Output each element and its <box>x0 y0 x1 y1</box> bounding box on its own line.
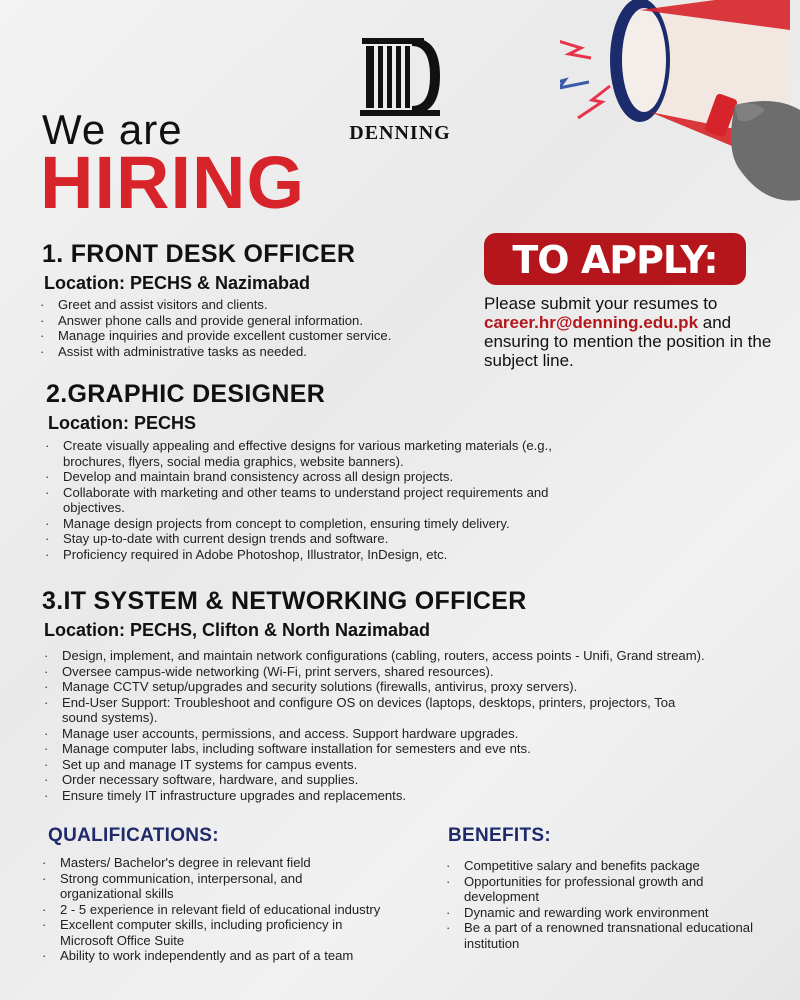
job-2-title <box>46 380 325 409</box>
list-item: · Strong communication, interpersonal, and organizational skills <box>40 871 435 902</box>
list-item: · Competitive salary and benefits package <box>444 858 764 874</box>
list-item: · Ability to work independently and as part of a team <box>40 948 435 964</box>
list-item: · Dynamic and rewarding work environment <box>444 905 764 921</box>
list-item: · Opportunities for professional growth and development <box>444 874 764 905</box>
list-item: · Stay up-to-date with current design trends and software. <box>43 531 603 547</box>
list-item: · Oversee campus-wide networking (Wi-Fi, print servers, shared resources). <box>42 664 707 680</box>
qualifications-title: QUALIFICATIONS: <box>48 825 219 846</box>
job-2-duties <box>43 438 603 562</box>
list-item: · Manage inquiries and provide excellent customer service. <box>38 328 478 344</box>
brand-name: DENNING <box>349 122 451 144</box>
apply-text-before: Please submit your resumes to <box>484 294 718 313</box>
job-1-title <box>42 240 355 269</box>
headline-hiring: HIRING <box>40 141 305 224</box>
job-1-duties <box>38 297 478 359</box>
list-item: · 2 - 5 experience in relevant field of educational industry <box>40 902 435 918</box>
job-2-location: Location: PECHS <box>48 413 197 433</box>
apply-email-link[interactable]: career.hr@denning.edu.pk <box>484 313 699 332</box>
job-2-title-text: GRAPHIC DESIGNER <box>67 380 326 408</box>
job-2-number: 2. <box>46 380 68 408</box>
list-item: · Ensure timely IT infrastructure upgrades and replacements. <box>42 788 707 804</box>
list-item: · Create visually appealing and effective designs for various marketing materials (e.g., brochures, flyers, social media graphics, website banners). <box>43 438 603 469</box>
list-item: · Design, implement, and maintain network configurations (cabling, routers, access points - Unifi, Grand stream). <box>42 648 707 664</box>
job-1-number: 1. <box>42 240 64 268</box>
list-item: · Collaborate with marketing and other teams to understand project requirements and objectives. <box>43 485 603 516</box>
benefits-title: BENEFITS: <box>448 825 551 846</box>
job-3-title <box>42 587 527 616</box>
job-3-duties <box>42 648 707 803</box>
list-item: · Masters/ Bachelor's degree in relevant field <box>40 855 435 871</box>
list-item: · Assist with administrative tasks as needed. <box>38 344 478 360</box>
job-3-title-text: IT SYSTEM & NETWORKING OFFICER <box>63 587 527 615</box>
benefits-list <box>444 858 764 951</box>
list-item: · Be a part of a renowned transnational educational institution <box>444 920 764 951</box>
job-1-title-text: FRONT DESK OFFICER <box>70 240 356 268</box>
list-item: · Set up and manage IT systems for campus events. <box>42 757 707 773</box>
list-item: · Greet and assist visitors and clients. <box>38 297 478 313</box>
megaphone-icon <box>560 0 800 215</box>
list-item: · Manage user accounts, permissions, and access. Support hardware upgrades. <box>42 726 707 742</box>
list-item: · Manage design projects from concept to completion, ensuring timely delivery. <box>43 516 603 532</box>
list-item: · Proficiency required in Adobe Photoshop, Illustrator, InDesign, etc. <box>43 547 603 563</box>
qualifications-list <box>40 855 435 964</box>
list-item: · Manage computer labs, including software installation for semesters and eve nts. <box>42 741 707 757</box>
headline-we-are: We are <box>42 106 183 153</box>
list-item: · End-User Support: Troubleshoot and configure OS on devices (laptops, desktops, printers, projectors, Toa sound systems). <box>42 695 707 726</box>
job-3-number: 3. <box>42 587 64 615</box>
list-item: · Develop and maintain brand consistency across all design projects. <box>43 469 603 485</box>
apply-text-after: and ensuring to mention the position in the subject line. <box>484 313 772 370</box>
list-item: · Answer phone calls and provide general information. <box>38 313 478 329</box>
apply-instructions <box>484 294 784 370</box>
list-item: · Manage CCTV setup/upgrades and security solutions (firewalls, antivirus, proxy servers). <box>42 679 707 695</box>
job-3-location: Location: PECHS, Clifton & North Nazimabad <box>44 620 431 640</box>
list-item: · Excellent computer skills, including proficiency in Microsoft Office Suite <box>40 917 435 948</box>
list-item: · Order necessary software, hardware, and supplies. <box>42 772 707 788</box>
job-1-location: Location: PECHS & Nazimabad <box>44 273 311 293</box>
to-apply-banner: TO APPLY: <box>484 233 746 285</box>
